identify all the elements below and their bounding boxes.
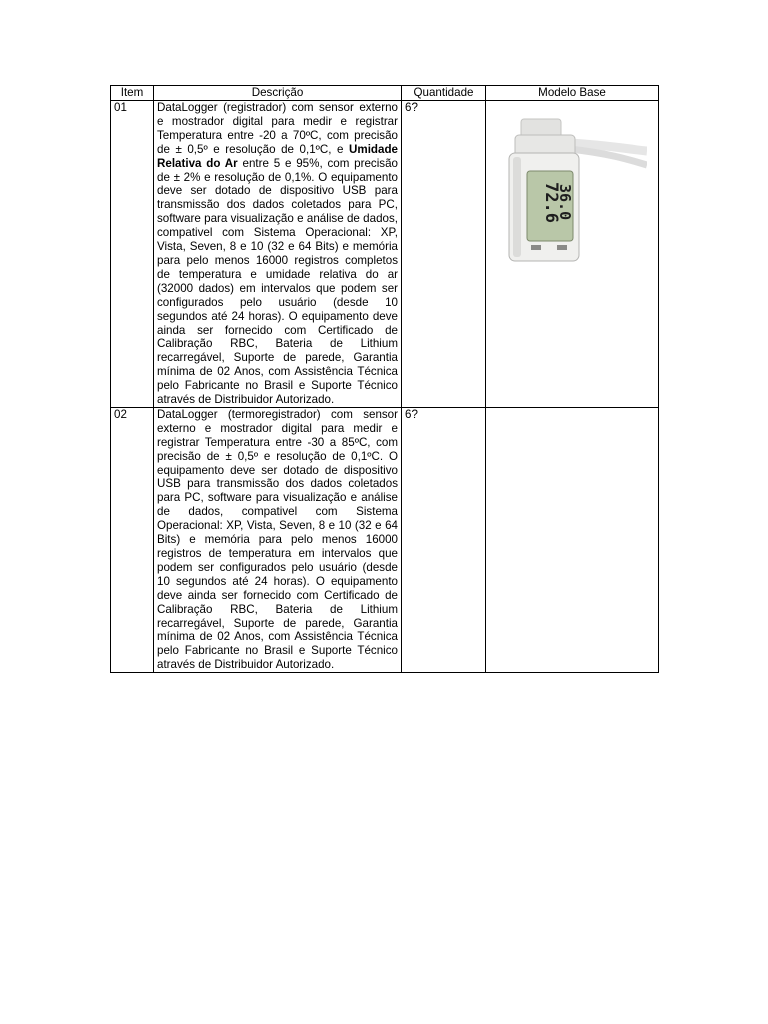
item-base-model	[486, 101, 659, 408]
item-quantity: 6?	[402, 407, 486, 672]
item-number: 01	[111, 101, 154, 408]
lcd-temperature-reading: 72.6	[541, 182, 561, 223]
table-row	[111, 407, 659, 672]
item-quantity: 6?	[402, 101, 486, 408]
item-number: 02	[111, 407, 154, 672]
datalogger-device-photo	[497, 113, 647, 263]
item-description	[154, 101, 402, 408]
description-bold-text: Umidade Relativa do Ar	[157, 142, 398, 170]
header-base-model: Modelo Base	[486, 86, 659, 101]
item-description: DataLogger (termoregistrador) com sensor externo e mostrador digital para medir e registrar Temperatura entre -30 a 85ºC, com precisão de ± 0,5º e resolução de 0,1ºC. O equipamento deve ser dotado de dispositivo USB para transmissão dos dados coletados para PC, software para visualização e análise de dados, compativel com Sistema Operacional: XP, Vista, Seven, 8 e 10 (32 e 64 Bits) e memória para pelo menos 16000 registros de temperatura em intervalos que podem ser configurados pelo usuário (desde 10 segundos até 24 horas). O equipamento deve ainda ser fornecido com Certificado de Calibração RBC, Bateria de Lithium recarregável, Suporte de parede, Garantia mínima de 02 Anos, com Assistência Técnica pelo Fabricante no Brasil e Suporte Técnico através de Distribuidor Autorizado.	[154, 407, 402, 672]
specification-table	[110, 85, 659, 673]
table-row	[111, 101, 659, 408]
description-text: DataLogger (registrador) com sensor externo e mostrador digital para medir e registrar Temperatura entre -20 a 70ºC, com precisão de ± 0,5º e resolução de 0,1ºC, e	[157, 101, 398, 156]
table-header-row	[111, 86, 659, 101]
lcd-humidity-reading: 36.0	[556, 184, 574, 221]
description-text: entre 5 e 95%, com precisão de ± 2% e resolução de 0,1%. O equipamento deve ser dotado de dispositivo USB para transmissão dos dados coletados para PC, software para visualização e análise de dados, compativel com Sistema Operacional: XP, Vista, Seven, 8 e 10 (32 e 64 Bits) e memória para pelo menos 16000 registros completos de temperatura e umidade relativa do ar (32000 dados) em intervalos que podem ser configurados pelo usuário (desde 10 segundos até 24 horas). O equipamento deve ainda ser fornecido com Certificado de Calibração RBC, Bateria de Lithium recarregável, Suporte de parede, Garantia mínima de 02 Anos, com Assistência Técnica pelo Fabricante no Brasil e Suporte Técnico através de Distribuidor Autorizado.	[157, 156, 398, 407]
header-description: Descrição	[154, 86, 402, 101]
item-base-model	[486, 407, 659, 672]
header-item: Item	[111, 86, 154, 101]
header-quantity: Quantidade	[402, 86, 486, 101]
